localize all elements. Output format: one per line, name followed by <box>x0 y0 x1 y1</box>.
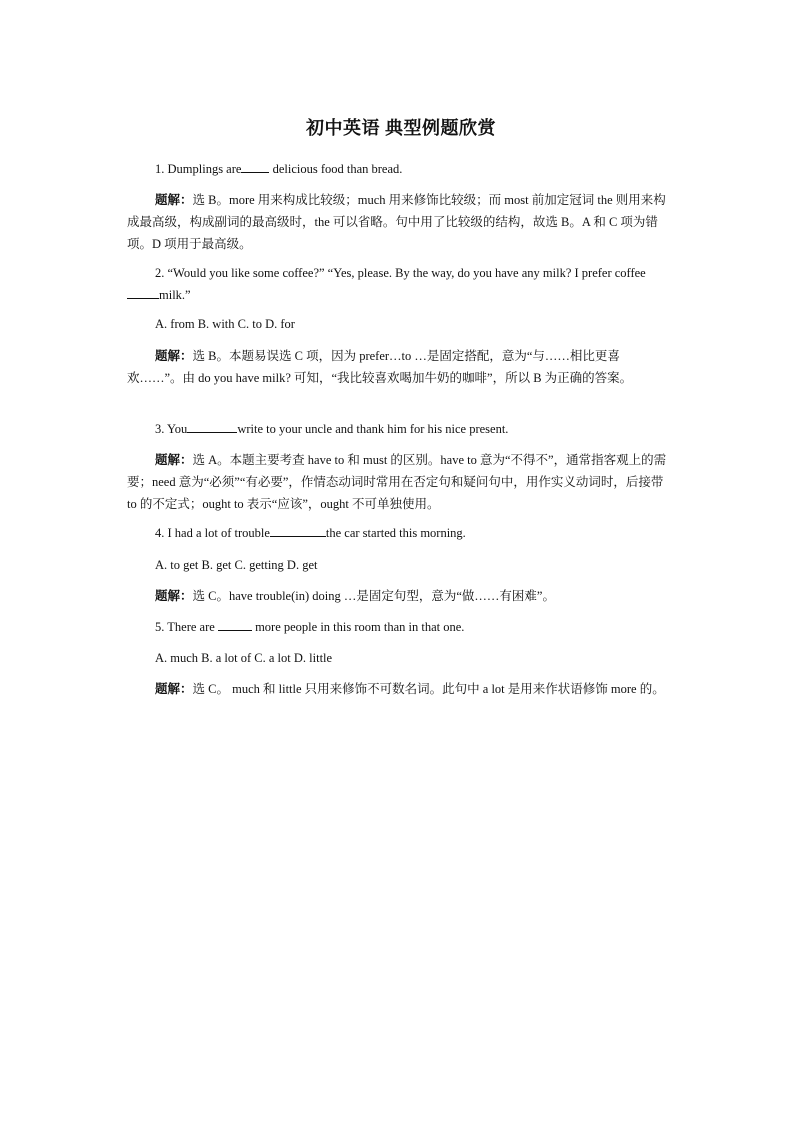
question-3-analysis <box>127 449 675 515</box>
question-1-blank <box>241 158 269 173</box>
page-title: 初中英语 典型例题欣赏 <box>306 118 496 138</box>
question-1-text-before: 1. Dumplings are <box>155 162 242 176</box>
question-4-analysis <box>127 585 675 607</box>
question-4-options: A. to get B. get C. getting D. get <box>155 558 318 572</box>
question-2-stem <box>127 262 675 306</box>
question-2-analysis <box>127 345 675 389</box>
question-4-stem <box>127 522 675 544</box>
question-5-analysis-text: 选 C。 much 和 little 只用来修饰不可数名词。此句中 a lot 是用来作状语修饰 more 的。 <box>192 682 665 696</box>
question-1-analysis-text: 选 B。more 用来构成比较级；much 用来修饰比较级；而 most 前加定冠词 the 则用来构成最高级，构成副词的最高级时，the 可以省略。句中用了比较级的结构，故选 B。A 和 C 项为错项。D 项用于最高级。 <box>127 193 666 251</box>
question-5-options: A. much B. a lot of C. a lot D. little <box>155 651 333 665</box>
question-3-stem <box>127 418 675 440</box>
question-5-blank <box>218 616 252 631</box>
question-3-analysis-text: 选 A。本题主要考查 have to 和 must 的区别。have to 意为“不得不”，通常指客观上的需要；need 意为“必须”“有必要”，作情态动词时常用在否定句和疑问句中，用作实义动词时，后接带 to 的不定式；ought to 表示“应该”，ought 不可单独使用。 <box>127 453 667 511</box>
question-1-text-after: delicious food than bread. <box>269 162 403 176</box>
question-5-text-before: 5. There are <box>155 620 218 634</box>
analysis-label: 题解： <box>155 453 193 467</box>
question-2-text-before: 2. “Would you like some coffee?” “Yes, please. By the way, do you have any milk? I prefer coffee <box>155 266 646 280</box>
question-4-analysis-text: 选 C。have trouble(in) doing …是固定句型，意为“做……有困难”。 <box>192 589 555 603</box>
analysis-label: 题解： <box>155 682 193 696</box>
analysis-label: 题解： <box>155 349 193 363</box>
question-5-stem <box>127 616 675 638</box>
question-3-blank <box>187 418 237 433</box>
question-5-text-after: more people in this room than in that one. <box>251 620 465 634</box>
analysis-label: 题解： <box>155 193 193 207</box>
question-1-analysis <box>127 189 675 255</box>
question-4-text-after: the car started this morning. <box>325 526 466 540</box>
question-2-analysis-text: 选 B。本题易误选 C 项，因为 prefer…to …是固定搭配，意为“与……相比更喜欢……”。由 do you have milk? 可知，“我比较喜欢喝加牛奶的咖啡”，所以 B 为正确的答案。 <box>127 349 633 385</box>
question-4-blank <box>270 522 326 537</box>
question-2-blank <box>127 284 159 299</box>
question-3-text-after: write to your uncle and thank him for his nice present. <box>237 422 509 436</box>
question-2-options: A. from B. with C. to D. for <box>155 317 295 331</box>
question-3-text-before: 3. You <box>155 422 188 436</box>
question-1-stem <box>127 158 675 180</box>
question-2-text-after: milk.” <box>159 288 191 302</box>
question-5-analysis <box>127 678 675 700</box>
question-4-text-before: 4. I had a lot of trouble <box>155 526 270 540</box>
analysis-label: 题解： <box>155 589 193 603</box>
